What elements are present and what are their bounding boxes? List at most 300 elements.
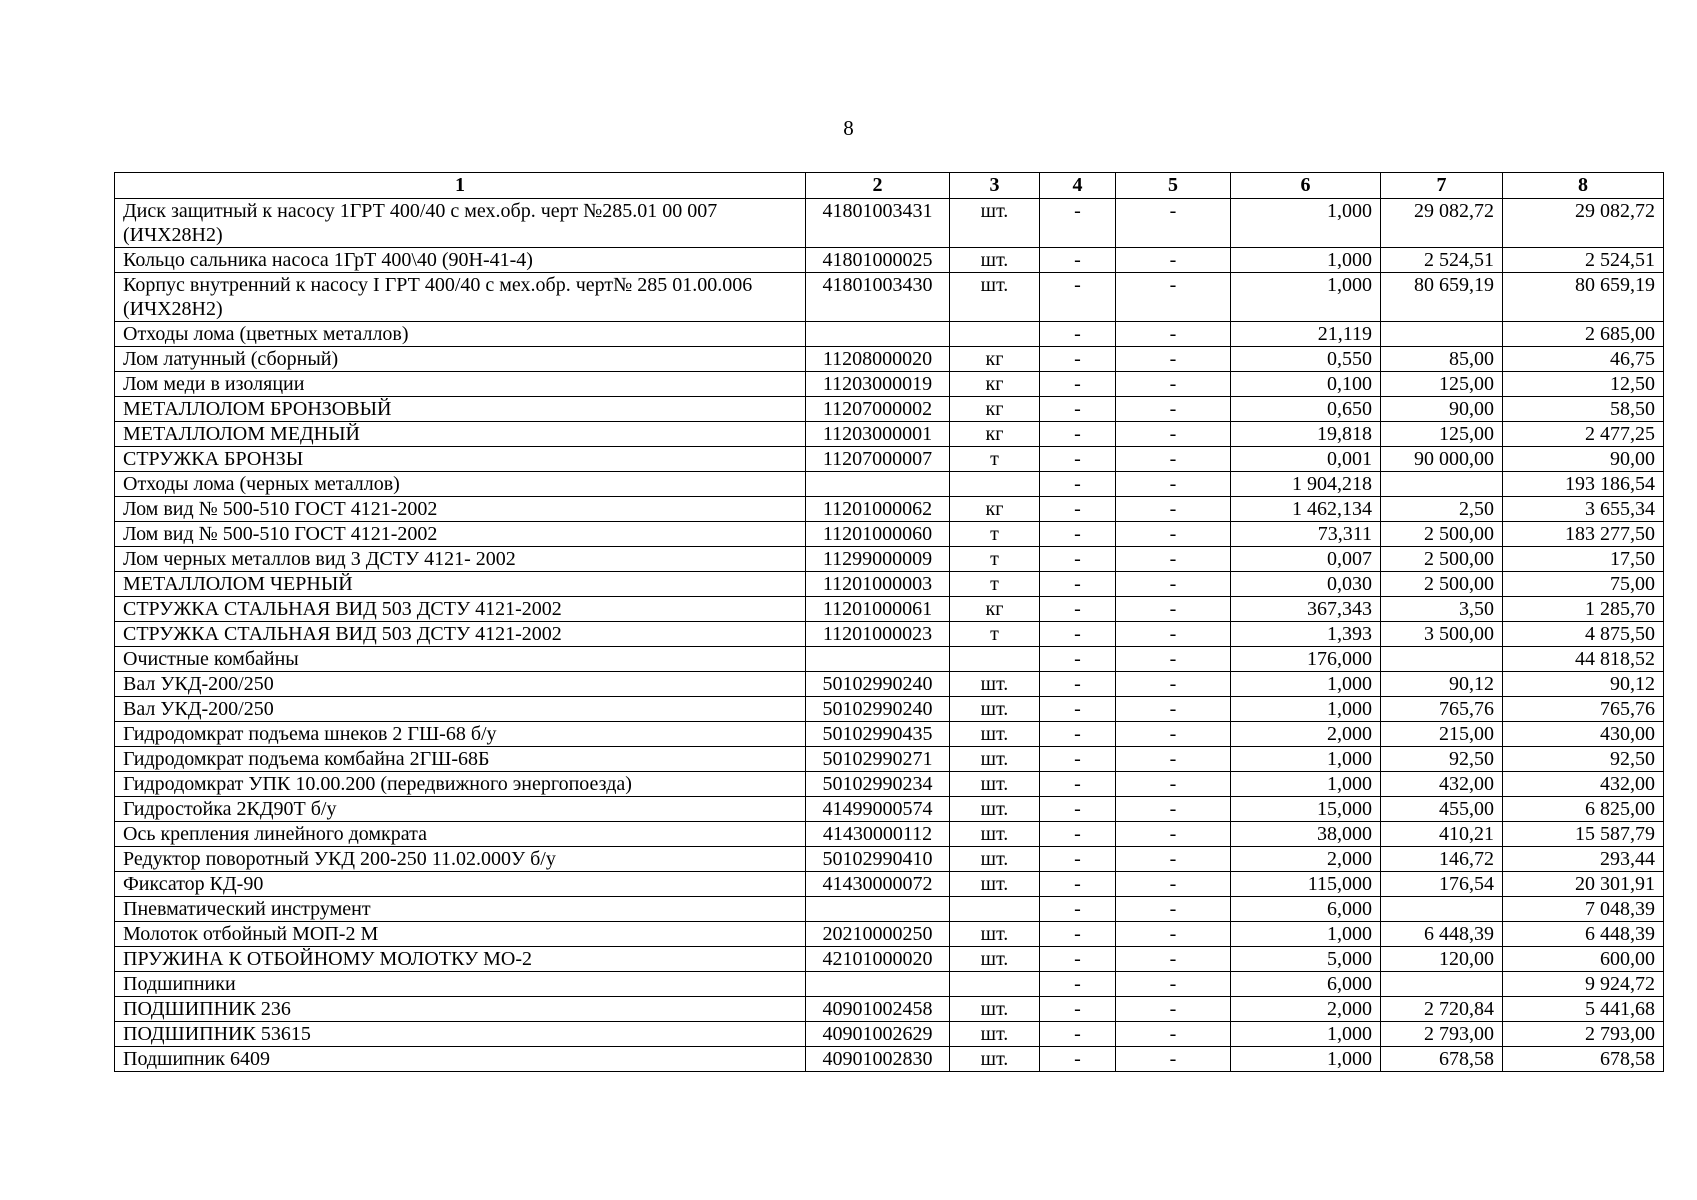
quantity-cell: 73,311	[1231, 522, 1381, 547]
unit-cell: т	[950, 547, 1040, 572]
column-4-cell: -	[1040, 722, 1116, 747]
item-name-cell: СТРУЖКА БРОНЗЫ	[115, 447, 806, 472]
quantity-cell: 5,000	[1231, 947, 1381, 972]
table-row	[115, 273, 1664, 322]
column-5-cell: -	[1116, 797, 1231, 822]
item-name-cell: СТРУЖКА СТАЛЬНАЯ ВИД 503 ДСТУ 4121-2002	[115, 622, 806, 647]
table-row	[115, 199, 1664, 248]
item-name-cell: Очистные комбайны	[115, 647, 806, 672]
item-code-cell: 50102990435	[806, 722, 950, 747]
sum-cell: 5 441,68	[1503, 997, 1664, 1022]
sum-cell: 92,50	[1503, 747, 1664, 772]
price-cell: 215,00	[1381, 722, 1503, 747]
unit-cell: кг	[950, 372, 1040, 397]
table-row	[115, 397, 1664, 422]
unit-cell: кг	[950, 397, 1040, 422]
item-name-cell: МЕТАЛЛОЛОМ БРОНЗОВЫЙ	[115, 397, 806, 422]
column-4-cell: -	[1040, 847, 1116, 872]
column-5-cell: -	[1116, 822, 1231, 847]
item-name-cell: Диск защитный к насосу 1ГРТ 400/40 с мех.обр. черт №285.01 00 007 (ИЧХ28Н2)	[115, 199, 806, 248]
item-name-cell: Лом вид № 500-510 ГОСТ 4121-2002	[115, 497, 806, 522]
item-code-cell	[806, 897, 950, 922]
column-5-cell: -	[1116, 347, 1231, 372]
item-name-cell: Кольцо сальника насоса 1ГрТ 400\40 (90Н-41-4)	[115, 248, 806, 273]
quantity-cell: 1,000	[1231, 772, 1381, 797]
table-row	[115, 947, 1664, 972]
column-header: 1	[115, 173, 806, 199]
item-name-cell: ПРУЖИНА К ОТБОЙНОМУ МОЛОТКУ МО-2	[115, 947, 806, 972]
unit-cell: шт.	[950, 273, 1040, 322]
quantity-cell: 1,000	[1231, 672, 1381, 697]
quantity-cell: 2,000	[1231, 997, 1381, 1022]
table-row	[115, 797, 1664, 822]
item-name-cell: ПОДШИПНИК 53615	[115, 1022, 806, 1047]
column-4-cell: -	[1040, 897, 1116, 922]
inventory-table	[114, 172, 1664, 1072]
price-cell: 6 448,39	[1381, 922, 1503, 947]
table-body	[115, 199, 1664, 1072]
table-row	[115, 597, 1664, 622]
column-4-cell: -	[1040, 972, 1116, 997]
item-name-cell: Вал УКД-200/250	[115, 697, 806, 722]
price-cell: 2 524,51	[1381, 248, 1503, 273]
column-4-cell: -	[1040, 922, 1116, 947]
item-code-cell: 11201000062	[806, 497, 950, 522]
sum-cell: 46,75	[1503, 347, 1664, 372]
column-5-cell: -	[1116, 747, 1231, 772]
column-4-cell: -	[1040, 397, 1116, 422]
unit-cell: шт.	[950, 1047, 1040, 1072]
sum-cell: 6 825,00	[1503, 797, 1664, 822]
item-name-cell: Гидродомкрат подъема комбайна 2ГШ-68Б	[115, 747, 806, 772]
table-row	[115, 847, 1664, 872]
table-row	[115, 872, 1664, 897]
price-cell: 92,50	[1381, 747, 1503, 772]
item-code-cell: 11203000001	[806, 422, 950, 447]
column-4-cell: -	[1040, 422, 1116, 447]
table-row	[115, 522, 1664, 547]
sum-cell: 2 685,00	[1503, 322, 1664, 347]
column-4-cell: -	[1040, 822, 1116, 847]
item-name-cell: Гидродомкрат подъема шнеков 2 ГШ-68 б/у	[115, 722, 806, 747]
column-5-cell: -	[1116, 199, 1231, 248]
item-name-cell: Лом меди в изоляции	[115, 372, 806, 397]
table-row	[115, 447, 1664, 472]
item-name-cell: Подшипники	[115, 972, 806, 997]
unit-cell	[950, 322, 1040, 347]
column-4-cell: -	[1040, 273, 1116, 322]
item-code-cell	[806, 647, 950, 672]
table-row	[115, 822, 1664, 847]
unit-cell	[950, 647, 1040, 672]
price-cell: 146,72	[1381, 847, 1503, 872]
table-row	[115, 322, 1664, 347]
quantity-cell: 0,650	[1231, 397, 1381, 422]
unit-cell	[950, 972, 1040, 997]
price-cell: 455,00	[1381, 797, 1503, 822]
quantity-cell: 21,119	[1231, 322, 1381, 347]
item-code-cell: 41430000112	[806, 822, 950, 847]
item-name-cell: Редуктор поворотный УКД 200-250 11.02.000У б/у	[115, 847, 806, 872]
sum-cell: 75,00	[1503, 572, 1664, 597]
item-name-cell: Корпус внутренний к насосу I ГРТ 400/40 с мех.обр. черт№ 285 01.00.006 (ИЧХ28Н2)	[115, 273, 806, 322]
column-5-cell: -	[1116, 497, 1231, 522]
table-row	[115, 697, 1664, 722]
price-cell: 125,00	[1381, 422, 1503, 447]
price-cell	[1381, 647, 1503, 672]
item-name-cell: МЕТАЛЛОЛОМ МЕДНЫЙ	[115, 422, 806, 447]
column-4-cell: -	[1040, 347, 1116, 372]
unit-cell: кг	[950, 597, 1040, 622]
column-4-cell: -	[1040, 672, 1116, 697]
sum-cell: 1 285,70	[1503, 597, 1664, 622]
table-row	[115, 422, 1664, 447]
column-5-cell: -	[1116, 547, 1231, 572]
unit-cell: шт.	[950, 747, 1040, 772]
price-cell	[1381, 322, 1503, 347]
column-5-cell: -	[1116, 322, 1231, 347]
page-number: 8	[843, 116, 854, 140]
table-row	[115, 722, 1664, 747]
quantity-cell: 2,000	[1231, 847, 1381, 872]
column-5-cell: -	[1116, 972, 1231, 997]
quantity-cell: 1,000	[1231, 199, 1381, 248]
price-cell: 85,00	[1381, 347, 1503, 372]
item-code-cell: 20210000250	[806, 922, 950, 947]
item-code-cell	[806, 472, 950, 497]
quantity-cell: 0,550	[1231, 347, 1381, 372]
column-5-cell: -	[1116, 522, 1231, 547]
item-code-cell: 11201000003	[806, 572, 950, 597]
quantity-cell: 1,000	[1231, 1022, 1381, 1047]
quantity-cell: 1 462,134	[1231, 497, 1381, 522]
item-name-cell: Лом вид № 500-510 ГОСТ 4121-2002	[115, 522, 806, 547]
sum-cell: 2 793,00	[1503, 1022, 1664, 1047]
quantity-cell: 1,000	[1231, 697, 1381, 722]
unit-cell: шт.	[950, 697, 1040, 722]
item-code-cell	[806, 322, 950, 347]
item-code-cell: 40901002629	[806, 1022, 950, 1047]
column-4-cell: -	[1040, 797, 1116, 822]
price-cell: 29 082,72	[1381, 199, 1503, 248]
sum-cell: 20 301,91	[1503, 872, 1664, 897]
unit-cell: шт.	[950, 847, 1040, 872]
quantity-cell: 6,000	[1231, 972, 1381, 997]
item-code-cell	[806, 972, 950, 997]
sum-cell: 80 659,19	[1503, 273, 1664, 322]
price-cell: 3,50	[1381, 597, 1503, 622]
column-4-cell: -	[1040, 547, 1116, 572]
column-header: 4	[1040, 173, 1116, 199]
column-header: 3	[950, 173, 1040, 199]
item-code-cell: 11207000007	[806, 447, 950, 472]
table-row	[115, 897, 1664, 922]
table-row	[115, 647, 1664, 672]
unit-cell: шт.	[950, 797, 1040, 822]
quantity-cell: 1,000	[1231, 1047, 1381, 1072]
item-code-cell: 41801000025	[806, 248, 950, 273]
quantity-cell: 0,007	[1231, 547, 1381, 572]
column-5-cell: -	[1116, 248, 1231, 273]
item-code-cell: 50102990240	[806, 697, 950, 722]
item-code-cell: 41499000574	[806, 797, 950, 822]
table-row	[115, 672, 1664, 697]
column-4-cell: -	[1040, 472, 1116, 497]
column-5-cell: -	[1116, 447, 1231, 472]
sum-cell: 765,76	[1503, 697, 1664, 722]
sum-cell: 432,00	[1503, 772, 1664, 797]
column-5-cell: -	[1116, 1047, 1231, 1072]
column-4-cell: -	[1040, 199, 1116, 248]
column-5-cell: -	[1116, 922, 1231, 947]
unit-cell: шт.	[950, 1022, 1040, 1047]
quantity-cell: 1,000	[1231, 248, 1381, 273]
unit-cell: кг	[950, 347, 1040, 372]
table-row	[115, 472, 1664, 497]
unit-cell: шт.	[950, 248, 1040, 273]
quantity-cell: 6,000	[1231, 897, 1381, 922]
sum-cell: 15 587,79	[1503, 822, 1664, 847]
price-cell: 2,50	[1381, 497, 1503, 522]
quantity-cell: 0,100	[1231, 372, 1381, 397]
sum-cell: 193 186,54	[1503, 472, 1664, 497]
price-cell: 432,00	[1381, 772, 1503, 797]
item-name-cell: Лом латунный (сборный)	[115, 347, 806, 372]
column-5-cell: -	[1116, 572, 1231, 597]
column-5-cell: -	[1116, 422, 1231, 447]
column-4-cell: -	[1040, 697, 1116, 722]
item-name-cell: Подшипник 6409	[115, 1047, 806, 1072]
column-header: 2	[806, 173, 950, 199]
price-cell: 678,58	[1381, 1047, 1503, 1072]
unit-cell: шт.	[950, 199, 1040, 248]
column-5-cell: -	[1116, 997, 1231, 1022]
sum-cell: 6 448,39	[1503, 922, 1664, 947]
sum-cell: 29 082,72	[1503, 199, 1664, 248]
table-row	[115, 997, 1664, 1022]
item-code-cell: 40901002458	[806, 997, 950, 1022]
price-cell: 90,00	[1381, 397, 1503, 422]
column-header: 6	[1231, 173, 1381, 199]
sum-cell: 90,00	[1503, 447, 1664, 472]
quantity-cell: 15,000	[1231, 797, 1381, 822]
sum-cell: 58,50	[1503, 397, 1664, 422]
unit-cell: шт.	[950, 922, 1040, 947]
quantity-cell: 367,343	[1231, 597, 1381, 622]
item-name-cell: Фиксатор КД-90	[115, 872, 806, 897]
column-5-cell: -	[1116, 597, 1231, 622]
quantity-cell: 1,000	[1231, 922, 1381, 947]
column-4-cell: -	[1040, 447, 1116, 472]
table-row	[115, 248, 1664, 273]
sum-cell: 3 655,34	[1503, 497, 1664, 522]
quantity-cell: 38,000	[1231, 822, 1381, 847]
price-cell: 90,12	[1381, 672, 1503, 697]
unit-cell: шт.	[950, 772, 1040, 797]
column-header: 5	[1116, 173, 1231, 199]
item-code-cell: 50102990234	[806, 772, 950, 797]
unit-cell: т	[950, 522, 1040, 547]
unit-cell	[950, 897, 1040, 922]
sum-cell: 90,12	[1503, 672, 1664, 697]
sum-cell: 9 924,72	[1503, 972, 1664, 997]
price-cell: 3 500,00	[1381, 622, 1503, 647]
header-row	[115, 173, 1664, 199]
column-4-cell: -	[1040, 872, 1116, 897]
price-cell: 2 500,00	[1381, 572, 1503, 597]
unit-cell: т	[950, 447, 1040, 472]
unit-cell: т	[950, 622, 1040, 647]
column-header: 8	[1503, 173, 1664, 199]
column-5-cell: -	[1116, 397, 1231, 422]
price-cell: 125,00	[1381, 372, 1503, 397]
item-name-cell: СТРУЖКА СТАЛЬНАЯ ВИД 503 ДСТУ 4121-2002	[115, 597, 806, 622]
column-4-cell: -	[1040, 747, 1116, 772]
item-code-cell: 11207000002	[806, 397, 950, 422]
item-name-cell: Отходы лома (черных металлов)	[115, 472, 806, 497]
column-5-cell: -	[1116, 647, 1231, 672]
table-row	[115, 347, 1664, 372]
table-row	[115, 497, 1664, 522]
sum-cell: 2 477,25	[1503, 422, 1664, 447]
sum-cell: 183 277,50	[1503, 522, 1664, 547]
item-code-cell: 11208000020	[806, 347, 950, 372]
item-code-cell: 50102990240	[806, 672, 950, 697]
unit-cell: шт.	[950, 872, 1040, 897]
price-cell: 120,00	[1381, 947, 1503, 972]
unit-cell: кг	[950, 422, 1040, 447]
column-4-cell: -	[1040, 597, 1116, 622]
column-4-cell: -	[1040, 1047, 1116, 1072]
column-header: 7	[1381, 173, 1503, 199]
table-row	[115, 372, 1664, 397]
sum-cell: 44 818,52	[1503, 647, 1664, 672]
column-4-cell: -	[1040, 372, 1116, 397]
quantity-cell: 0,001	[1231, 447, 1381, 472]
column-4-cell: -	[1040, 947, 1116, 972]
column-5-cell: -	[1116, 772, 1231, 797]
item-code-cell: 42101000020	[806, 947, 950, 972]
item-code-cell: 41801003431	[806, 199, 950, 248]
quantity-cell: 2,000	[1231, 722, 1381, 747]
item-code-cell: 50102990410	[806, 847, 950, 872]
quantity-cell: 19,818	[1231, 422, 1381, 447]
item-code-cell: 11201000023	[806, 622, 950, 647]
sum-cell: 600,00	[1503, 947, 1664, 972]
price-cell	[1381, 972, 1503, 997]
quantity-cell: 176,000	[1231, 647, 1381, 672]
column-4-cell: -	[1040, 997, 1116, 1022]
quantity-cell: 115,000	[1231, 872, 1381, 897]
item-name-cell: МЕТАЛЛОЛОМ ЧЕРНЫЙ	[115, 572, 806, 597]
table-row	[115, 972, 1664, 997]
column-4-cell: -	[1040, 322, 1116, 347]
table-row	[115, 747, 1664, 772]
column-5-cell: -	[1116, 947, 1231, 972]
quantity-cell: 1,000	[1231, 273, 1381, 322]
table-row	[115, 1047, 1664, 1072]
sum-cell: 678,58	[1503, 1047, 1664, 1072]
column-4-cell: -	[1040, 248, 1116, 273]
column-4-cell: -	[1040, 772, 1116, 797]
table-row	[115, 547, 1664, 572]
column-5-cell: -	[1116, 897, 1231, 922]
table-row	[115, 572, 1664, 597]
column-4-cell: -	[1040, 522, 1116, 547]
column-5-cell: -	[1116, 872, 1231, 897]
item-name-cell: Ось крепления линейного домкрата	[115, 822, 806, 847]
quantity-cell: 1 904,218	[1231, 472, 1381, 497]
quantity-cell: 1,393	[1231, 622, 1381, 647]
sum-cell: 4 875,50	[1503, 622, 1664, 647]
column-5-cell: -	[1116, 372, 1231, 397]
item-code-cell: 50102990271	[806, 747, 950, 772]
column-5-cell: -	[1116, 622, 1231, 647]
column-4-cell: -	[1040, 1022, 1116, 1047]
sum-cell: 17,50	[1503, 547, 1664, 572]
table-row	[115, 922, 1664, 947]
item-name-cell: Гидростойка 2КД90Т б/у	[115, 797, 806, 822]
item-name-cell: Гидродомкрат УПК 10.00.200 (передвижного энергопоезда)	[115, 772, 806, 797]
column-5-cell: -	[1116, 697, 1231, 722]
column-4-cell: -	[1040, 647, 1116, 672]
quantity-cell: 0,030	[1231, 572, 1381, 597]
sum-cell: 293,44	[1503, 847, 1664, 872]
item-code-cell: 11201000060	[806, 522, 950, 547]
item-name-cell: Отходы лома (цветных металлов)	[115, 322, 806, 347]
table-row	[115, 1022, 1664, 1047]
item-code-cell: 41430000072	[806, 872, 950, 897]
price-cell: 410,21	[1381, 822, 1503, 847]
price-cell: 2 500,00	[1381, 547, 1503, 572]
sum-cell: 12,50	[1503, 372, 1664, 397]
price-cell: 2 793,00	[1381, 1022, 1503, 1047]
sum-cell: 2 524,51	[1503, 248, 1664, 273]
column-5-cell: -	[1116, 472, 1231, 497]
item-code-cell: 11201000061	[806, 597, 950, 622]
item-name-cell: ПОДШИПНИК 236	[115, 997, 806, 1022]
column-5-cell: -	[1116, 1022, 1231, 1047]
price-cell: 176,54	[1381, 872, 1503, 897]
column-4-cell: -	[1040, 572, 1116, 597]
item-code-cell: 40901002830	[806, 1047, 950, 1072]
price-cell: 80 659,19	[1381, 273, 1503, 322]
item-name-cell: Лом черных металлов вид 3 ДСТУ 4121- 2002	[115, 547, 806, 572]
column-5-cell: -	[1116, 847, 1231, 872]
unit-cell: т	[950, 572, 1040, 597]
item-code-cell: 11203000019	[806, 372, 950, 397]
unit-cell: кг	[950, 497, 1040, 522]
unit-cell: шт.	[950, 822, 1040, 847]
item-name-cell: Пневматический инструмент	[115, 897, 806, 922]
price-cell: 90 000,00	[1381, 447, 1503, 472]
column-5-cell: -	[1116, 273, 1231, 322]
price-cell	[1381, 472, 1503, 497]
unit-cell	[950, 472, 1040, 497]
column-5-cell: -	[1116, 722, 1231, 747]
sum-cell: 430,00	[1503, 722, 1664, 747]
unit-cell: шт.	[950, 722, 1040, 747]
table-row	[115, 772, 1664, 797]
unit-cell: шт.	[950, 997, 1040, 1022]
price-cell: 2 500,00	[1381, 522, 1503, 547]
price-cell	[1381, 897, 1503, 922]
quantity-cell: 1,000	[1231, 747, 1381, 772]
column-4-cell: -	[1040, 622, 1116, 647]
price-cell: 765,76	[1381, 697, 1503, 722]
column-5-cell: -	[1116, 672, 1231, 697]
unit-cell: шт.	[950, 672, 1040, 697]
